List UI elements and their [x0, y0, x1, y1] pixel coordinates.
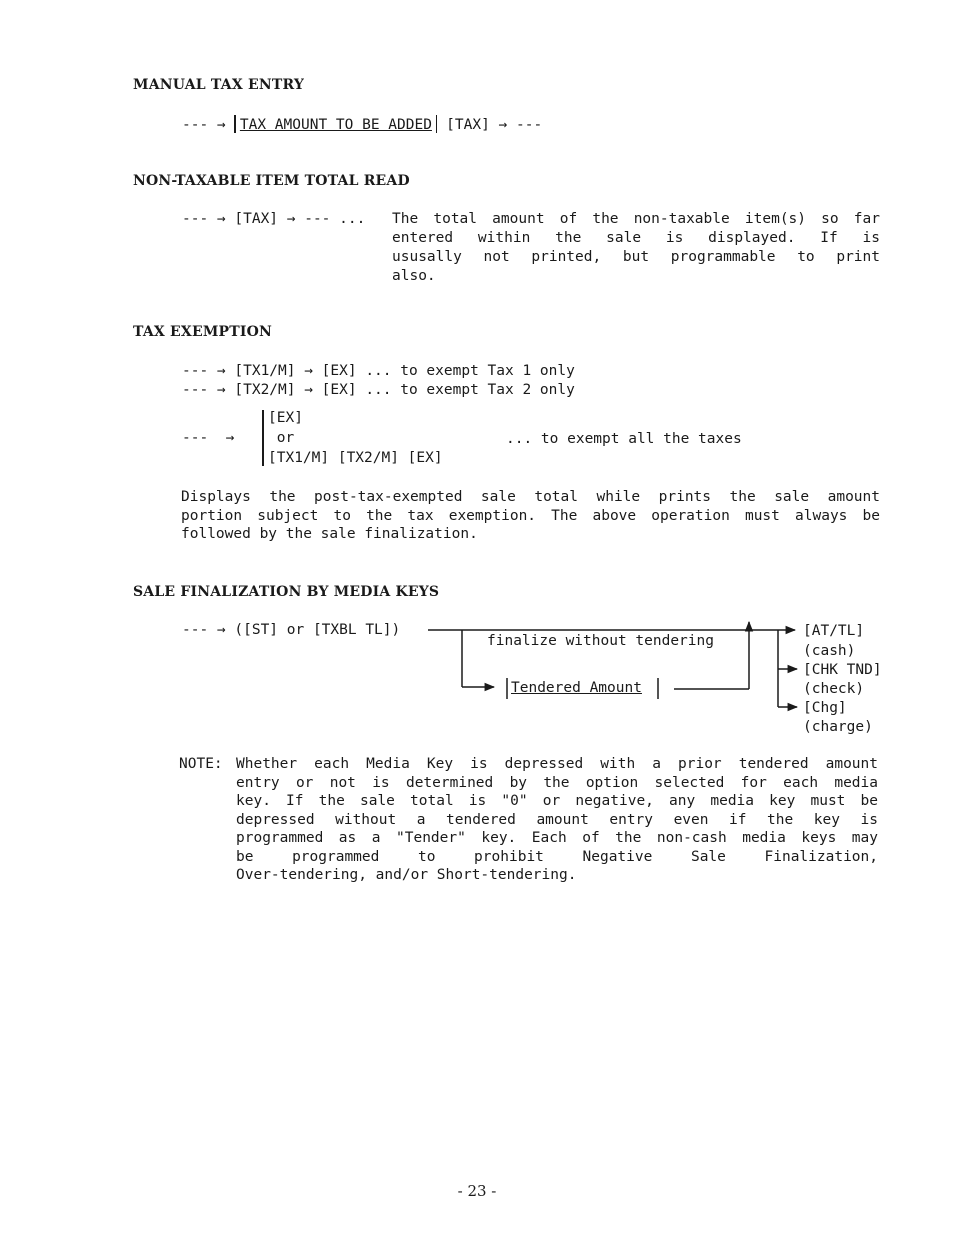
note-line: be programmed to prohibit Negative Sale Finalization,: [236, 848, 878, 865]
page-number: - 23 -: [457, 1182, 497, 1200]
finalize-without-tendering: finalize without tendering: [487, 633, 714, 649]
non-taxable-heading: NON-TAXABLE ITEM TOTAL READ: [133, 173, 410, 189]
option-or: or: [268, 430, 295, 446]
key-at-tl: [AT/TL]: [803, 623, 865, 639]
tax-amount-box-label: TAX AMOUNT TO BE ADDED: [239, 117, 432, 133]
key-chg-desc: (charge): [803, 719, 873, 735]
exempt-tax1-line: --- → [TX1/M] → [EX] ... to exempt Tax 1 only: [182, 363, 575, 379]
key-chg: [Chg]: [803, 700, 847, 716]
non-taxable-sequence: --- → [TAX] → --- ...: [182, 211, 375, 227]
note-line: key. If the sale total is "0" or negative, any media key must be: [236, 793, 878, 809]
para-line: portion subject to the tax exemption. The above operation must always be: [181, 507, 880, 524]
tendered-amount-label: Tendered Amount: [511, 680, 642, 696]
desc-line: entered within the sale is displayed. If is: [392, 230, 880, 246]
note-line: Whether each Media Key is depressed with a prior tendered amount: [236, 756, 878, 772]
note-paragraph: [236, 755, 878, 885]
para-line: Displays the post-tax-exempted sale total while prints the sale amount: [181, 489, 880, 505]
manual-tax-prefix: --- →: [182, 117, 235, 133]
note-line: entry or not is determined by the option selected for each media: [236, 774, 878, 791]
exempt-tax2-line: --- → [TX2/M] → [EX] ... to exempt Tax 2 only: [182, 382, 575, 398]
note-line: Over-tendering, and/or Short-tendering.: [236, 867, 577, 883]
note-label: NOTE:: [179, 756, 223, 772]
option-tx-combo: [TX1/M] [TX2/M] [EX]: [268, 450, 443, 466]
exempt-all-result: ... to exempt all the taxes: [506, 431, 742, 447]
desc-line: The total amount of the non-taxable item(s) so far: [392, 211, 880, 227]
sale-finalization-heading: SALE FINALIZATION BY MEDIA KEYS: [133, 584, 440, 600]
exempt-all-prefix: --- →: [182, 430, 235, 446]
manual-tax-entry-heading: MANUAL TAX ENTRY: [133, 77, 305, 93]
key-chk-tnd: [CHK TND]: [803, 662, 882, 678]
para-line: followed by the sale finalization.: [181, 526, 478, 542]
note-line: depressed without a tendered amount entry even if the key is: [236, 811, 878, 828]
key-chk-tnd-desc: (check): [803, 681, 865, 697]
manual-tax-suffix: [TAX] → ---: [437, 117, 543, 133]
desc-line: ususally not printed, but programmable to print: [392, 249, 880, 265]
tax-exemption-heading: TAX EXEMPTION: [133, 324, 273, 340]
option-ex: [EX]: [268, 410, 303, 426]
finalization-start: --- → ([ST] or [TXBL TL]): [182, 622, 401, 638]
note-line: programmed as a "Tender" key. Each of the non-cash media keys may: [236, 830, 878, 846]
desc-line: also.: [392, 268, 436, 284]
key-at-tl-desc: (cash): [803, 643, 856, 659]
